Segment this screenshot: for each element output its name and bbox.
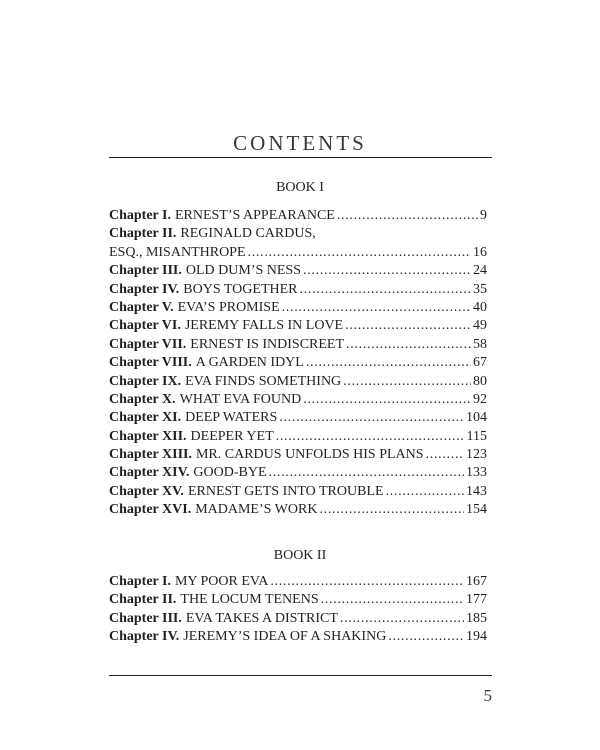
- chapter-title: WHAT EVA FOUND: [179, 391, 302, 407]
- dot-leader: [345, 317, 471, 335]
- chapter-number: Chapter II.: [109, 226, 177, 242]
- dot-leader: [388, 628, 464, 646]
- page-number: 143: [466, 483, 487, 499]
- toc-entry[interactable]: [109, 591, 487, 609]
- toc-entry[interactable]: [109, 225, 487, 243]
- chapter-title: GOOD-BYE: [193, 465, 267, 481]
- dot-leader: [343, 373, 471, 391]
- book-heading: BOOK I: [276, 180, 324, 195]
- page-number: 67: [473, 355, 487, 371]
- chapter-title: EVA TAKES A DISTRICT: [185, 610, 338, 626]
- page-title: CONTENTS: [233, 131, 367, 156]
- book-heading: BOOK II: [273, 548, 327, 563]
- page-number: 92: [473, 391, 487, 407]
- dot-leader: [340, 610, 464, 628]
- chapter-number: Chapter II.: [109, 592, 177, 608]
- toc-list-book-2: [109, 573, 487, 647]
- page-number: 154: [466, 502, 487, 518]
- toc-entry[interactable]: [109, 373, 487, 391]
- page-number: 9: [480, 208, 487, 223]
- dot-leader: [270, 573, 464, 591]
- chapter-title: REGINALD CARDUS,: [180, 226, 316, 242]
- page-number: 49: [473, 318, 487, 334]
- chapter-title: DEEPER YET: [190, 428, 274, 444]
- toc-entry[interactable]: [109, 317, 487, 335]
- chapter-number: Chapter IV.: [109, 629, 180, 645]
- dot-leader: [248, 244, 471, 262]
- toc-list-book-1: [109, 207, 487, 520]
- chapter-title: MADAME’S WORK: [195, 502, 318, 518]
- page-number: 194: [466, 629, 487, 645]
- chapter-title: MR. CARDUS UNFOLDS HIS PLANS: [195, 447, 424, 463]
- dot-leader: [269, 464, 465, 482]
- chapter-number: Chapter V.: [109, 299, 174, 315]
- dot-leader: [346, 336, 471, 354]
- chapter-title: ERNEST’S APPEARANCE: [174, 208, 335, 223]
- chapter-title: OLD DUM’S NESS: [185, 263, 301, 279]
- chapter-number: Chapter VI.: [109, 318, 181, 334]
- chapter-title: ERNEST IS INDISCREET: [190, 336, 345, 352]
- page-number: 58: [473, 336, 487, 352]
- chapter-number: Chapter XVI.: [109, 502, 192, 518]
- page-number: 177: [466, 592, 487, 608]
- dot-leader: [306, 354, 471, 372]
- chapter-number: Chapter I.: [109, 208, 171, 223]
- dot-leader: [426, 446, 464, 464]
- dot-leader: [386, 483, 464, 501]
- toc-entry[interactable]: [109, 501, 487, 519]
- chapter-title: JEREMY FALLS IN LOVE: [184, 318, 344, 334]
- dot-leader: [319, 501, 464, 519]
- toc-entry[interactable]: [109, 446, 487, 464]
- chapter-title: JEREMY’S IDEA OF A SHAKING: [183, 629, 387, 645]
- dot-leader: [276, 428, 465, 446]
- chapter-title: EVA FINDS SOMETHING: [185, 373, 342, 389]
- page-number: 80: [473, 373, 487, 389]
- toc-entry[interactable]: [109, 299, 487, 317]
- chapter-number: Chapter XII.: [109, 428, 187, 444]
- chapter-number: Chapter IX.: [109, 373, 182, 389]
- chapter-number: Chapter XIII.: [109, 447, 192, 463]
- toc-entry[interactable]: [109, 573, 487, 591]
- chapter-title-continuation: ESQ., MISANTHROPE: [109, 244, 246, 260]
- chapter-number: Chapter VII.: [109, 336, 187, 352]
- chapter-number: Chapter XV.: [109, 483, 184, 499]
- toc-entry[interactable]: [109, 207, 487, 225]
- top-rule: [109, 157, 492, 158]
- chapter-title: ERNEST GETS INTO TROUBLE: [187, 483, 384, 499]
- page-number: 104: [466, 410, 487, 426]
- page-number: 115: [466, 428, 487, 444]
- chapter-number: Chapter III.: [109, 263, 182, 279]
- toc-entry[interactable]: [109, 391, 487, 409]
- toc-entry[interactable]: [109, 628, 487, 646]
- dot-leader: [321, 591, 464, 609]
- chapter-title: MY POOR EVA: [174, 574, 269, 589]
- toc-entry[interactable]: [109, 281, 487, 299]
- page-number: 24: [473, 263, 487, 279]
- dot-leader: [337, 207, 478, 225]
- chapter-title: A GARDEN IDYL: [195, 355, 304, 371]
- chapter-title: BOYS TOGETHER: [183, 281, 298, 297]
- bottom-rule: [109, 675, 492, 676]
- dot-leader: [303, 391, 471, 409]
- toc-entry[interactable]: [109, 483, 487, 501]
- page-number: 185: [466, 610, 487, 626]
- page-number: 16: [473, 244, 487, 260]
- dot-leader: [282, 299, 471, 317]
- chapter-number: Chapter III.: [109, 610, 182, 626]
- toc-entry[interactable]: [109, 409, 487, 427]
- toc-entry[interactable]: [109, 428, 487, 446]
- toc-entry[interactable]: [109, 610, 487, 628]
- chapter-number: Chapter XI.: [109, 410, 182, 426]
- page-number: 133: [466, 465, 487, 481]
- chapter-number: Chapter XIV.: [109, 465, 190, 481]
- chapter-title: DEEP WATERS: [185, 410, 278, 426]
- toc-entry[interactable]: [109, 336, 487, 354]
- chapter-title: EVA’S PROMISE: [177, 299, 280, 315]
- dot-leader: [279, 409, 464, 427]
- folio-page-number: 5: [483, 686, 492, 705]
- toc-entry-continuation[interactable]: [109, 244, 487, 262]
- chapter-title: THE LOCUM TENENS: [180, 592, 319, 608]
- chapter-number: Chapter I.: [109, 574, 171, 589]
- toc-entry[interactable]: [109, 354, 487, 372]
- page-number: 40: [473, 299, 487, 315]
- toc-entry[interactable]: [109, 262, 487, 280]
- page-number: 167: [466, 574, 487, 589]
- page-number: 123: [466, 447, 487, 463]
- page-number: 35: [473, 281, 487, 297]
- dot-leader: [300, 281, 472, 299]
- toc-entry[interactable]: [109, 464, 487, 482]
- chapter-number: Chapter X.: [109, 391, 176, 407]
- dot-leader: [303, 262, 471, 280]
- chapter-number: Chapter IV.: [109, 281, 180, 297]
- chapter-number: Chapter VIII.: [109, 355, 192, 371]
